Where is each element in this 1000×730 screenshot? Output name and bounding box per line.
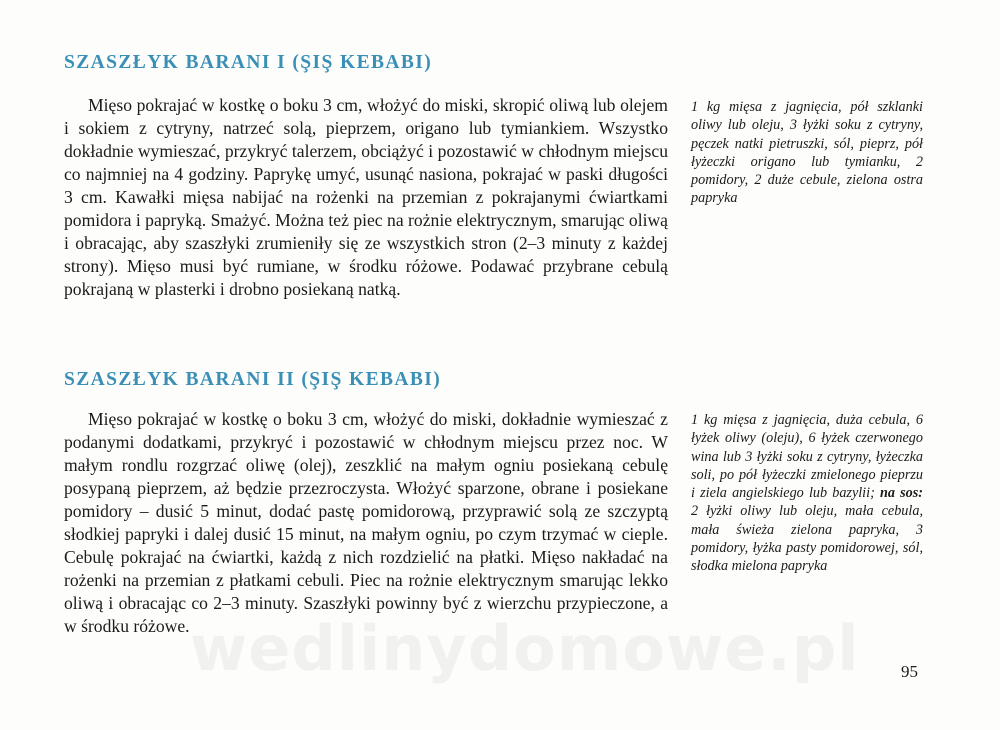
recipe-2-sauce-label: na sos: bbox=[879, 485, 923, 502]
recipe-2-ingredients-main: 1 kg mięsa z jagnięcia, duża cebula, 6 łyżek oliwy (oleju), 6 łyżek czerwonego wina lub 3 łyżki soku z cytryny, łyżeczka soli, po pół łyżeczki zmielonego pieprzu i ziela angielskiego lub bazylii; bbox=[691, 412, 923, 502]
page-number: 95 bbox=[901, 662, 918, 681]
recipe-2-method: Mięso pokrajać w kostkę o boku 3 cm, włożyć do miski, dokładnie wymieszać z podanymi dodatkami, przykryć i pozostawić w chłodnym miejscu przez noc. W małym rondlu rozgrzać oliwę (olej), zeszklić na małym ogniu posiekaną cebulę posypaną pieprzem, aż będzie przezroczysta. Włożyć sparzone, obrane i posiekane pomidory – dusić 5 minut, dodać pastę pomidorową, przyprawić solą ze szczyptą słodkiej papryki i dalej dusić 15 minut, na małym ogniu, po czym trzymać w cieple. Cebulę pokrajać na ćwiartki, każdą z nich rozdzielić na płatki. Mięso nakładać na rożenki na przemian z płatkami cebuli. Piec na rożnie elektrycznym smarując lekko oliwą i obracając co 2–3 minuty. Szaszłyki powinny być z wierzchu przypieczone, a w środku różowe. bbox=[64, 409, 668, 636]
recipe-1-title: SZASZŁYK BARANI I (ŞIŞ KEBABI) bbox=[64, 52, 433, 73]
watermark: wedlinydomowe.pl bbox=[190, 612, 860, 685]
recipe-2-sauce-ingredients: 2 łyżki oliwy lub oleju, mała cebula, mała świeża zielona papryka, 3 pomidory, łyżka pasty pomidorowej, sól, słodka mielona papryka bbox=[691, 503, 923, 575]
recipe-1-method: Mięso pokrajać w kostkę o boku 3 cm, włożyć do miski, skropić oliwą lub olejem i sokiem z cytryny, natrzeć solą, pieprzem, origano lub tymiankiem. Wszystko dokładnie wymieszać, przykryć talerzem, obciążyć i pozostawić w chłodnym miejscu co najmniej na 4 godziny. Paprykę umyć, usunąć nasiona, pokrajać w paski długości 3 cm. Kawałki mięsa nabijać na rożenki na przemian z pokrajanymi ćwiartkami pomidora i papryką. Smażyć. Można też piec na rożnie elektrycznym, smarując oliwą i obracając, aby szaszłyki zrumieniły się ze wszystkich stron (2–3 minuty z każdej strony). Mięso musi być rumiane, w środku różowe. Podawać przybrane cebulą pokrajaną w plasterki i drobno posiekaną natką. bbox=[64, 95, 668, 299]
recipe-2-title: SZASZŁYK BARANI II (ŞIŞ KEBABI) bbox=[64, 369, 442, 390]
recipe-1-ingredients: 1 kg mięsa z jagnięcia, pół szklanki oliwy lub oleju, 3 łyżki soku z cytryny, pęczek natki pietruszki, sól, pieprz, pół łyżeczki origano lub tymianku, 2 pomidory, 2 duże cebule, zielona ostra papryka bbox=[691, 99, 923, 207]
recipe-2-ingredients bbox=[691, 411, 923, 576]
